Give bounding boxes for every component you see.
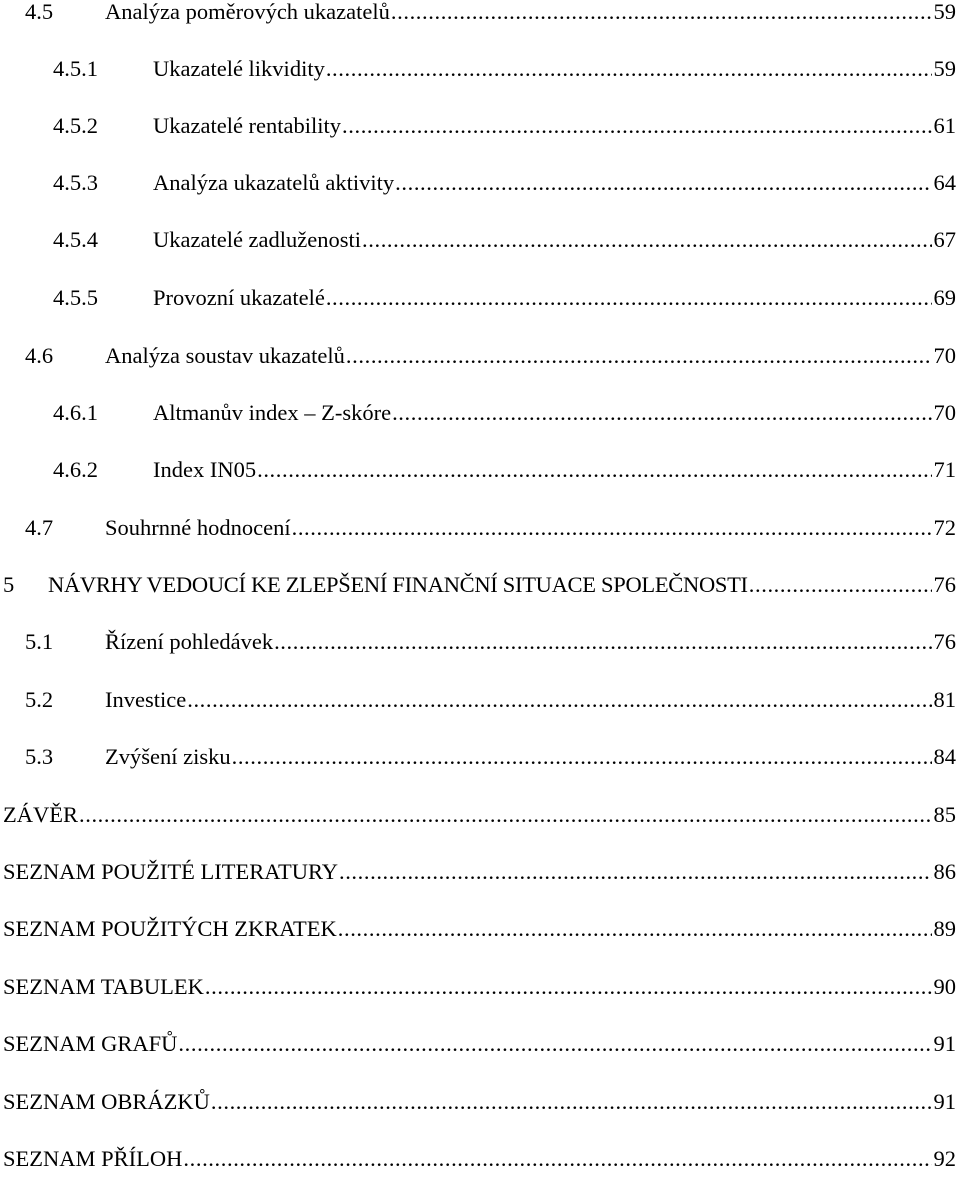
- toc-entry-page: 91: [933, 1089, 956, 1114]
- toc-dot-leader: [326, 281, 932, 315]
- toc-entry-4-5-1[interactable]: [53, 52, 956, 86]
- toc-entry-page: 76: [933, 572, 956, 597]
- toc-entry-page: 81: [933, 687, 956, 712]
- toc-dot-leader: [211, 1085, 932, 1119]
- toc-dot-leader: [257, 453, 931, 487]
- toc-entry-title: Zvýšení zisku: [105, 744, 231, 769]
- toc-entry-5-2[interactable]: [25, 683, 956, 717]
- toc-entry-4-5-4[interactable]: [53, 223, 956, 257]
- toc-entry-page: 70: [933, 343, 956, 368]
- toc-entry-4-5-2[interactable]: [53, 109, 956, 143]
- toc-entry-page: 59: [933, 56, 956, 81]
- toc-entry-number: 4.5.4: [53, 227, 98, 252]
- toc-entry-number: 4.7: [25, 515, 54, 540]
- toc-entry-4-5-5[interactable]: [53, 281, 956, 315]
- toc-entry-title: Ukazatelé zadluženosti: [153, 227, 362, 252]
- toc-entry-title: SEZNAM OBRÁZKŮ: [3, 1089, 210, 1114]
- toc-entry-title: NÁVRHY VEDOUCÍ KE ZLEPŠENÍ FINANČNÍ SITUACE SPOLEČNOSTI: [48, 572, 748, 597]
- toc-entry-title: SEZNAM GRAFŮ: [3, 1031, 178, 1056]
- toc-dot-leader: [205, 970, 932, 1004]
- toc-entry-number: 4.6.2: [53, 457, 98, 482]
- toc-entry-page: 72: [933, 515, 956, 540]
- toc-entry-4-6-2[interactable]: [53, 453, 956, 487]
- toc-dot-leader: [338, 912, 932, 946]
- toc-entry-number: 4.5.2: [53, 113, 98, 138]
- toc-entry-page: 86: [933, 859, 956, 884]
- toc-entry-number: 5.1: [25, 629, 54, 654]
- toc-entry-4-6-1[interactable]: [53, 396, 956, 430]
- toc-entry-page: 70: [933, 400, 956, 425]
- toc-entry-title: Provozní ukazatelé: [153, 285, 325, 310]
- toc-entry-page: 92: [933, 1146, 956, 1171]
- toc-entry-zaver[interactable]: [3, 798, 956, 832]
- toc-entry-4-6[interactable]: [25, 339, 956, 373]
- toc-entry-page: 61: [933, 113, 956, 138]
- toc-entry-title: Řízení pohledávek: [105, 629, 274, 654]
- toc-entry-number: 4.5.3: [53, 170, 98, 195]
- toc-dot-leader: [395, 166, 931, 200]
- toc-entry-title: Investice: [105, 687, 187, 712]
- toc-dot-leader: [178, 1027, 931, 1061]
- toc-entry-number: 4.6.1: [53, 400, 98, 425]
- toc-entry-seznam-tabulek[interactable]: [3, 970, 956, 1004]
- toc-dot-leader: [292, 511, 932, 545]
- toc-entry-title: Souhrnné hodnocení: [105, 515, 291, 540]
- toc-entry-seznam-obrazku[interactable]: [3, 1085, 956, 1119]
- toc-entry-5-3[interactable]: [25, 740, 956, 774]
- toc-dot-leader: [392, 396, 931, 430]
- toc-entry-title: Altmanův index – Z-skóre: [153, 400, 392, 425]
- toc-entry-number: 5.3: [25, 744, 54, 769]
- toc-entry-page: 76: [933, 629, 956, 654]
- toc-entry-title: SEZNAM POUŽITÉ LITERATURY: [3, 859, 338, 884]
- toc-entry-title: Analýza ukazatelů aktivity: [153, 170, 395, 195]
- toc-dot-leader: [749, 568, 932, 602]
- toc-entry-number: 4.6: [25, 343, 54, 368]
- toc-entry-title: Index IN05: [153, 457, 257, 482]
- toc-entry-number: 4.5.5: [53, 285, 98, 310]
- toc-dot-leader: [362, 223, 931, 257]
- toc-entry-page: 90: [933, 974, 956, 999]
- toc-entry-title: Ukazatelé rentability: [153, 113, 342, 138]
- toc-dot-leader: [274, 625, 931, 659]
- toc-entry-4-5[interactable]: [25, 0, 956, 29]
- toc-entry-title: Analýza soustav ukazatelů: [105, 343, 345, 368]
- toc-entry-title: SEZNAM POUŽITÝCH ZKRATEK: [3, 916, 337, 941]
- toc-dot-leader: [339, 855, 932, 889]
- toc-entry-title: Analýza poměrových ukazatelů: [105, 0, 390, 24]
- toc-entry-seznam-zkratek[interactable]: [3, 912, 956, 946]
- toc-entry-seznam-priloh[interactable]: [3, 1142, 956, 1176]
- toc-entry-seznam-grafu[interactable]: [3, 1027, 956, 1061]
- toc-dot-leader: [79, 798, 932, 832]
- toc-dot-leader: [232, 740, 932, 774]
- toc-entry-title: SEZNAM PŘÍLOH: [3, 1146, 183, 1171]
- toc-entry-5-1[interactable]: [25, 625, 956, 659]
- toc-entry-number: 5: [3, 572, 15, 597]
- toc-entry-title: Ukazatelé likvidity: [153, 56, 325, 81]
- toc-dot-leader: [187, 683, 931, 717]
- toc-entry-page: 59: [933, 0, 956, 24]
- toc-dot-leader: [391, 0, 932, 29]
- toc-entry-5[interactable]: [3, 568, 956, 602]
- toc-entry-page: 89: [933, 916, 956, 941]
- toc-entry-4-7[interactable]: [25, 511, 956, 545]
- toc-entry-page: 67: [933, 227, 956, 252]
- toc-dot-leader: [342, 109, 931, 143]
- toc-entry-page: 84: [933, 744, 956, 769]
- toc-dot-leader: [183, 1142, 931, 1176]
- toc-dot-leader: [326, 52, 932, 86]
- toc-entry-page: 71: [933, 457, 956, 482]
- toc-entry-title: ZÁVĚR: [3, 802, 78, 827]
- toc-entry-page: 85: [933, 802, 956, 827]
- toc-entry-4-5-3[interactable]: [53, 166, 956, 200]
- toc-entry-page: 91: [933, 1031, 956, 1056]
- toc-entry-page: 64: [933, 170, 956, 195]
- toc-entry-seznam-literatury[interactable]: [3, 855, 956, 889]
- toc-entry-title: SEZNAM TABULEK: [3, 974, 204, 999]
- toc-entry-number: 4.5: [25, 0, 54, 24]
- toc-entry-page: 69: [933, 285, 956, 310]
- toc-entry-number: 4.5.1: [53, 56, 98, 81]
- toc-dot-leader: [346, 339, 932, 373]
- toc-entry-number: 5.2: [25, 687, 54, 712]
